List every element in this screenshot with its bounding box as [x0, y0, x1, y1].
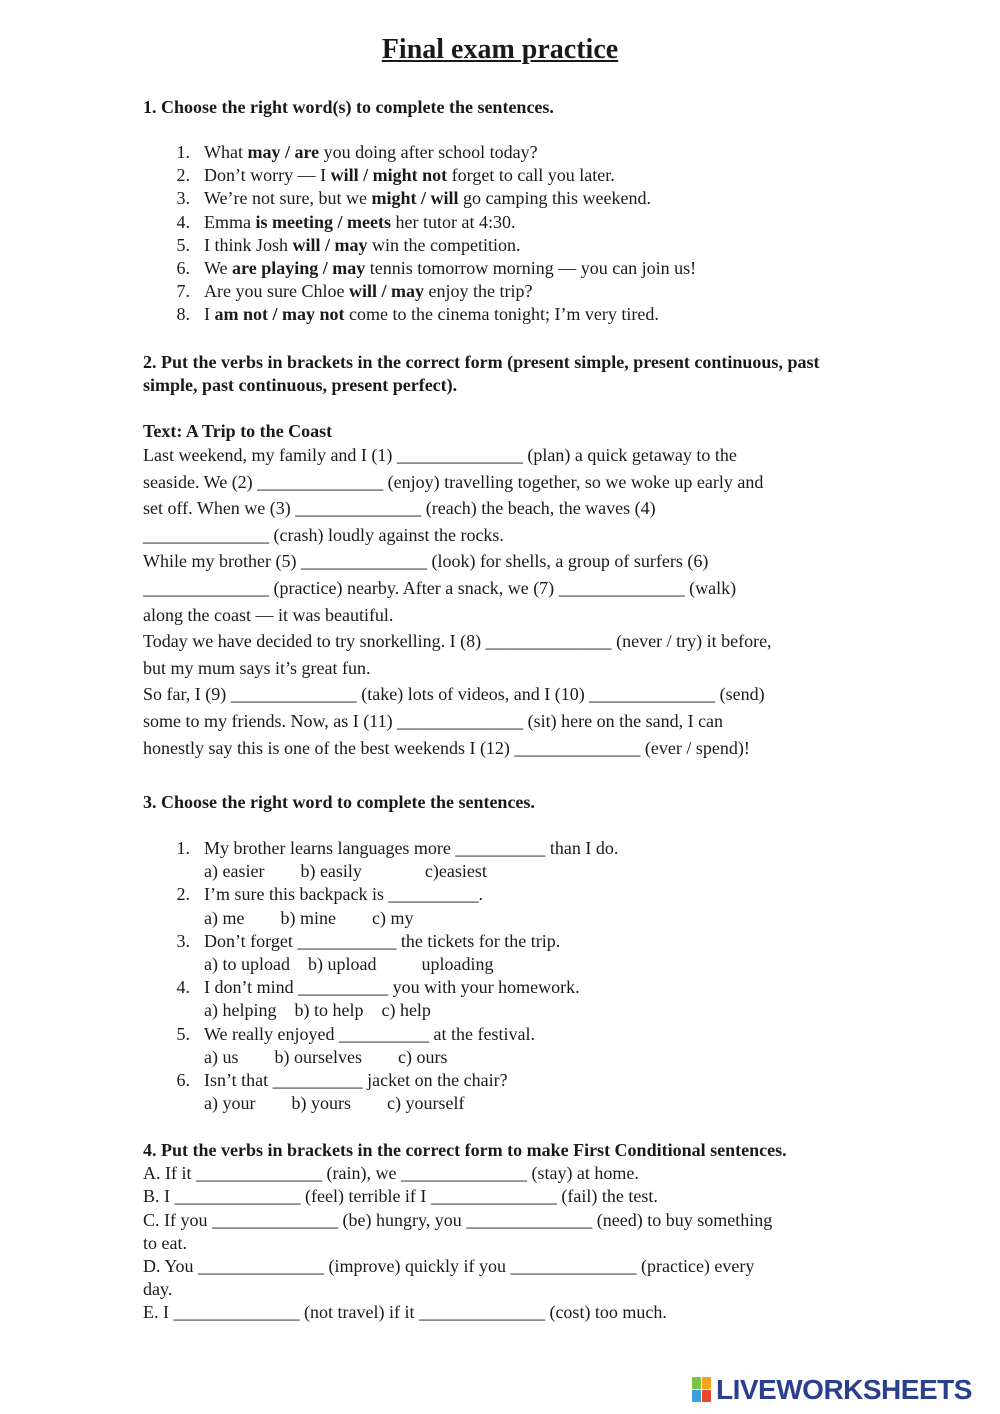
question-number: 8. [176, 304, 190, 325]
choice-options[interactable]: may / are [247, 142, 320, 162]
answer-options[interactable]: a) helping b) to help c) help [204, 1000, 431, 1021]
question-text [204, 280, 532, 303]
question-text-end: tennis tomorrow morning — you can join us! [365, 258, 697, 279]
text-line: some to my friends. Now, as I (11) ______________ (sit) here on the sand, I can [143, 710, 724, 731]
section-3-list [143, 837, 863, 1115]
text-line: along the coast — it was beautiful. [143, 604, 394, 625]
question-text [204, 187, 651, 210]
question-text: I don’t mind __________ you with your homework. [204, 977, 580, 998]
question-number: 5. [176, 1023, 190, 1044]
question-text: Isn’t that __________ jacket on the chair? [204, 1070, 508, 1091]
question-number: 3. [176, 188, 190, 209]
text-line: honestly say this is one of the best weekends I (12) ______________ (ever / spend)! [143, 737, 750, 758]
choice-options[interactable]: might / will [371, 188, 459, 209]
question-text-start: Are you sure Chloe [204, 281, 349, 302]
mcq-item [143, 930, 863, 976]
question-text: My brother learns languages more __________ than I do. [204, 838, 619, 858]
question-item [143, 164, 863, 187]
question-item [143, 141, 863, 164]
question-text-end: go camping this weekend. [458, 188, 651, 209]
conditional-line: to eat. [143, 1232, 187, 1253]
text-line: Today we have decided to try snorkelling. I (8) ______________ (never / try) it before, [143, 631, 772, 652]
choice-options[interactable]: will / may [348, 281, 424, 302]
question-number: 4. [176, 211, 190, 232]
text-line: Last weekend, my family and I (1) ______________ (plan) a quick getaway to the [143, 445, 737, 465]
mcq-item [143, 976, 863, 1022]
text-line: ______________ (practice) nearby. After a snack, we (7) ______________ (walk) [143, 577, 737, 598]
question-text [204, 257, 696, 280]
question-text-end: her tutor at 4:30. [390, 211, 516, 232]
text-line: So far, I (9) ______________ (take) lots of videos, and I (10) ______________ (send) [143, 684, 765, 705]
section-1-list [143, 141, 863, 327]
section-2-heading: 2. Put the verbs in brackets in the correct form (present simple, present continuous, past simple, past continuous, present perfect). [143, 352, 820, 395]
question-number: 2. [176, 165, 190, 186]
question-item [143, 257, 863, 280]
text-line: ______________ (crash) loudly against the rocks. [143, 524, 504, 545]
section-4-lines [143, 1162, 863, 1324]
question-item [143, 187, 863, 210]
answer-options[interactable]: a) your b) yours c) yourself [204, 1093, 465, 1114]
mcq-item [143, 883, 863, 929]
question-text [204, 211, 515, 234]
choice-options[interactable]: is meeting / meets [255, 211, 391, 232]
question-item [143, 303, 863, 326]
section-3 [143, 791, 863, 1115]
question-number: 1. [176, 838, 190, 858]
answer-options[interactable]: a) us b) ourselves c) ours [204, 1046, 448, 1067]
question-number: 6. [176, 258, 190, 279]
conditional-line: A. If it ______________ (rain), we ______________ (stay) at home. [143, 1163, 639, 1184]
question-text [204, 234, 521, 257]
question-text-start: I think Josh [204, 234, 293, 255]
question-number: 2. [176, 884, 190, 905]
liveworksheets-brand: LIVEWORKSHEETS [716, 1374, 972, 1405]
conditional-line: day. [143, 1279, 173, 1300]
section-4 [143, 1139, 863, 1325]
question-text-start: We [204, 258, 233, 279]
question-number: 1. [176, 142, 190, 162]
question-text: Don’t forget ___________ the tickets for the trip. [204, 930, 561, 951]
question-text [204, 164, 615, 187]
question-item [143, 280, 863, 303]
question-text-end: win the competition. [367, 234, 521, 255]
text-line: but my mum says it’s great fun. [143, 657, 371, 678]
conditional-line: B. I ______________ (feel) terrible if I ______________ (fail) the test. [143, 1186, 658, 1207]
choice-options[interactable]: will / might not [330, 165, 448, 186]
mcq-item [143, 1023, 863, 1069]
section-2 [143, 351, 863, 761]
section-4-heading: 4. Put the verbs in brackets in the correct form to make First Conditional sentences. [143, 1140, 787, 1160]
question-number: 6. [176, 1070, 190, 1091]
mcq-item [143, 1069, 863, 1115]
question-text-end: come to the cinema tonight; I’m very tired. [344, 304, 659, 325]
section-1 [143, 96, 863, 327]
question-text: I’m sure this backpack is __________. [204, 884, 483, 905]
answer-options[interactable]: a) easier b) easily c)easiest [204, 861, 487, 882]
question-number: 7. [176, 281, 190, 302]
question-text-end: you doing after school today? [319, 142, 538, 162]
question-text-start: Don’t worry — I [204, 165, 331, 186]
question-number: 4. [176, 977, 190, 998]
choice-options[interactable]: am not / may not [214, 304, 345, 325]
text-line: seaside. We (2) ______________ (enjoy) travelling together, so we woke up early and [143, 471, 764, 492]
question-text-start: I [204, 304, 215, 325]
question-item [143, 211, 863, 234]
question-text-start: Emma [204, 211, 256, 232]
choice-options[interactable]: will / may [292, 234, 368, 255]
section-3-heading: 3. Choose the right word to complete the sentences. [143, 792, 535, 812]
question-text-start: We’re not sure, but we [204, 188, 372, 209]
question-text-end: enjoy the trip? [423, 281, 533, 302]
conditional-line: D. You ______________ (improve) quickly if you ______________ (practice) every [143, 1256, 755, 1277]
question-text [204, 303, 659, 326]
question-text: We really enjoyed __________ at the festival. [204, 1023, 535, 1044]
answer-options[interactable]: a) to upload b) upload uploading [204, 954, 494, 975]
question-text-end: forget to call you later. [447, 165, 615, 186]
section-1-heading: 1. Choose the right word(s) to complete the sentences. [143, 97, 554, 117]
question-text-start: What [204, 142, 248, 162]
choice-options[interactable]: are playing / may [232, 258, 366, 279]
text-line: set off. When we (3) ______________ (reach) the beach, the waves (4) [143, 498, 656, 519]
section-2-text [143, 442, 863, 761]
liveworksheets-logo [692, 1374, 972, 1406]
liveworksheets-logo-icon [692, 1377, 712, 1403]
question-text [204, 141, 538, 164]
question-number: 5. [176, 234, 190, 255]
text-line: While my brother (5) ______________ (look) for shells, a group of surfers (6) [143, 551, 709, 572]
mcq-item [143, 837, 863, 883]
question-item [143, 234, 863, 257]
page-title: Final exam practice [381, 34, 619, 65]
conditional-line: E. I ______________ (not travel) if it ______________ (cost) too much. [143, 1302, 667, 1323]
text-title: Text: A Trip to the Coast [143, 421, 333, 441]
conditional-line: C. If you ______________ (be) hungry, you ______________ (need) to buy something [143, 1209, 773, 1230]
question-number: 3. [176, 930, 190, 951]
answer-options[interactable]: a) me b) mine c) my [204, 907, 414, 928]
